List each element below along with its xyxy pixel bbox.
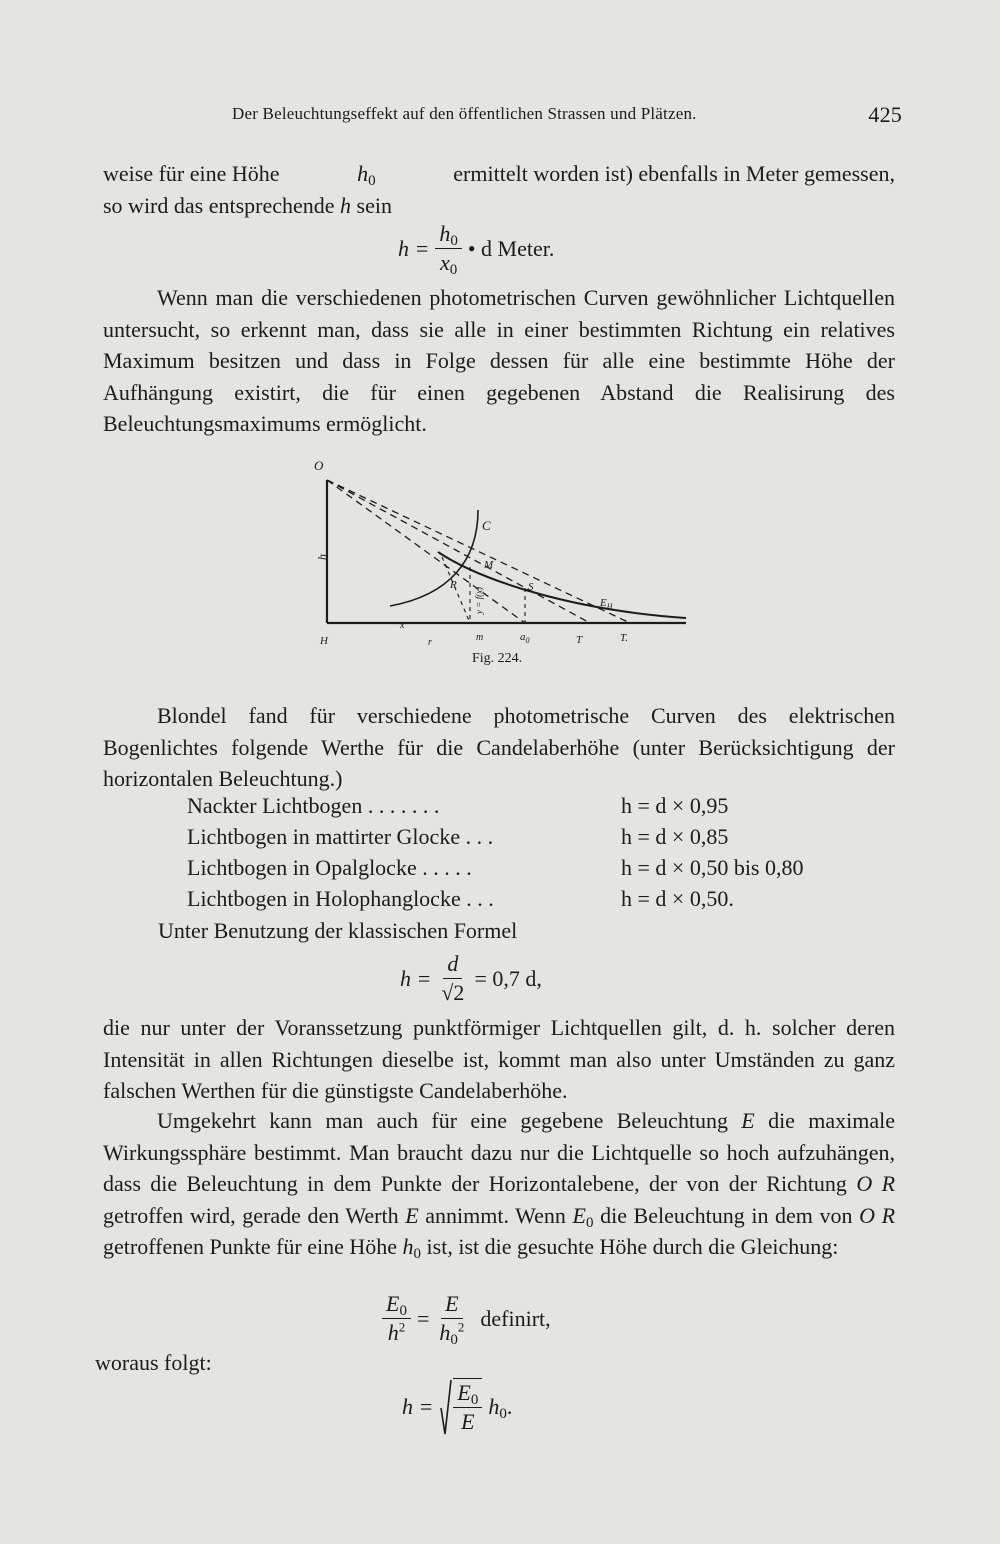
formula-lhs: h = [398,235,430,261]
radical-sign [439,1378,453,1436]
label-r: r [428,637,432,648]
candelaber-height-table [187,793,867,917]
table-row [187,886,867,917]
running-header [232,102,902,127]
formula-classical [400,950,542,1007]
paragraph-continuation [103,158,895,221]
label-m: m [476,632,484,643]
row-label: Lichtbogen in Holophanglocke . . . [187,886,494,911]
figure-diagram [310,460,695,675]
paragraph-photometric-curves [103,282,895,440]
text-fragment: so wird das entsprechende [103,192,335,218]
text-fragment: weise für eine Höhe [103,161,280,186]
paragraph-therefore: woraus folgt: [95,1350,212,1375]
inline-variable: h [340,192,352,218]
fraction: $\frac{E}{h_0^2}$ [439,1291,465,1348]
table-row [187,824,867,855]
page-number: 425 [868,102,902,127]
label-O: O [314,460,324,473]
label-a0: $a_0$ [520,631,530,645]
paragraph-text: Blondel fand für verschiedene photometrische Curven des elektrischen Bogenlichtes folgende Werthe für die Candelaberhöhe (unter Berücksichtigung der horizontalen Beleuchtung.) [103,703,895,791]
formula-h-equals [398,220,554,277]
row-value: h = d × 0,50. [621,886,734,911]
text-fragment: ermittelt worden ist) ebenfalls in Meter gemessen, [453,161,895,186]
table-row [187,855,867,886]
label-x: x [400,620,405,631]
figure-caption: Fig. 224. [472,651,523,666]
label-h0: h [315,554,329,560]
formula-rhs: = 0,7 d, [474,965,542,991]
running-title: Der Beleuchtungseffekt auf den öffentlichen Strassen und Plätzen. [232,104,697,123]
formula-rhs: • d Meter. [467,235,555,261]
inline-variable: $h_0$ [357,161,376,189]
square-root [439,1378,488,1436]
formula-lhs: h = [402,1394,434,1419]
row-label: Lichtbogen in mattirter Glocke . . . [187,824,494,849]
row-label: Nackter Lichtbogen . . . . . . . [187,793,440,818]
fraction: $\frac{h_0}{x_0}$ [435,220,462,277]
paragraph-inverse [103,1105,895,1263]
label-R: R [450,579,457,591]
formula-lhs: h = [400,965,432,991]
equals-sign: = [416,1305,430,1331]
text-fragment: sein [356,192,392,218]
text-line [103,190,895,222]
label-H: H [320,635,328,647]
paragraph-classical-formula-intro: Unter Benutzung der klassischen Formel [158,918,518,943]
row-value: h = d × 0,85 [621,824,729,849]
label-S: S [528,581,534,593]
label-T: T [576,634,583,646]
label-T0: T. [620,632,629,644]
label-E: $E_H$ [600,597,613,611]
paragraph-text: Umgekehrt kann man auch für eine gegebene Beleuchtung E die maximale Wirkungssphäre bestimmt. Man braucht dazu nur die Lichtquelle so hoch aufzuhängen, dass die Beleuchtung in dem Punkte der Horizontalebene, der von der Richtung O R getroffen wird, gerade den Werth E annimmt. Wenn $E_0$ die Beleuchtung in dem von O R getroffenen Punkte für eine Höhe $h_0$ ist, ist die gesuchte Höhe durch die Gleichung: [103,1108,896,1262]
paragraph-text: die nur unter der Voranssetzung punktförmiger Lichtquellen gilt, d. h. solcher deren Intensität in allen Richtungen dieselbe ist, kommt man also unter Umständen zu ganz falschen Werthen für die günstigste Candelaberhöhe. [103,1015,895,1103]
table-row [187,793,867,824]
paragraph-text: Wenn man die verschiedenen photometrischen Curven gewöhnlicher Lichtquellen untersucht, so erkennt man, dass sie alle in einer bestimmten Richtung ein relatives Maximum besitzen und dass in Folge dessen für alle eine bestimmte Höhe der Aufhängung existirt, die für einen gegebenen Abstand die Realisirung des Beleuchtungsmaximums ermöglicht. [103,285,895,436]
label-y-function: y = f(x) [474,586,484,614]
fraction: $\frac{E_0}{E}$ [453,1378,482,1436]
label-M: M [484,559,494,571]
paragraph-blondel [103,700,895,795]
fraction: $\frac{d}{√2}$ [441,951,465,1005]
fraction: $\frac{E_0}{h^2}$ [382,1290,411,1347]
formula-result: h = $\frac{E_0}{E}$ $h_0$. [402,1380,513,1434]
formula-definition [376,1290,551,1347]
figure-224 [310,460,695,675]
row-label: Lichtbogen in Opalglocke . . . . . [187,855,472,880]
paragraph-point-sources [103,1012,895,1107]
formula-tail: definirt, [480,1305,551,1331]
label-C: C [482,518,491,533]
row-value: h = d × 0,95 [621,793,729,818]
row-value: h = d × 0,50 bis 0,80 [621,855,804,880]
text-line [103,158,895,190]
